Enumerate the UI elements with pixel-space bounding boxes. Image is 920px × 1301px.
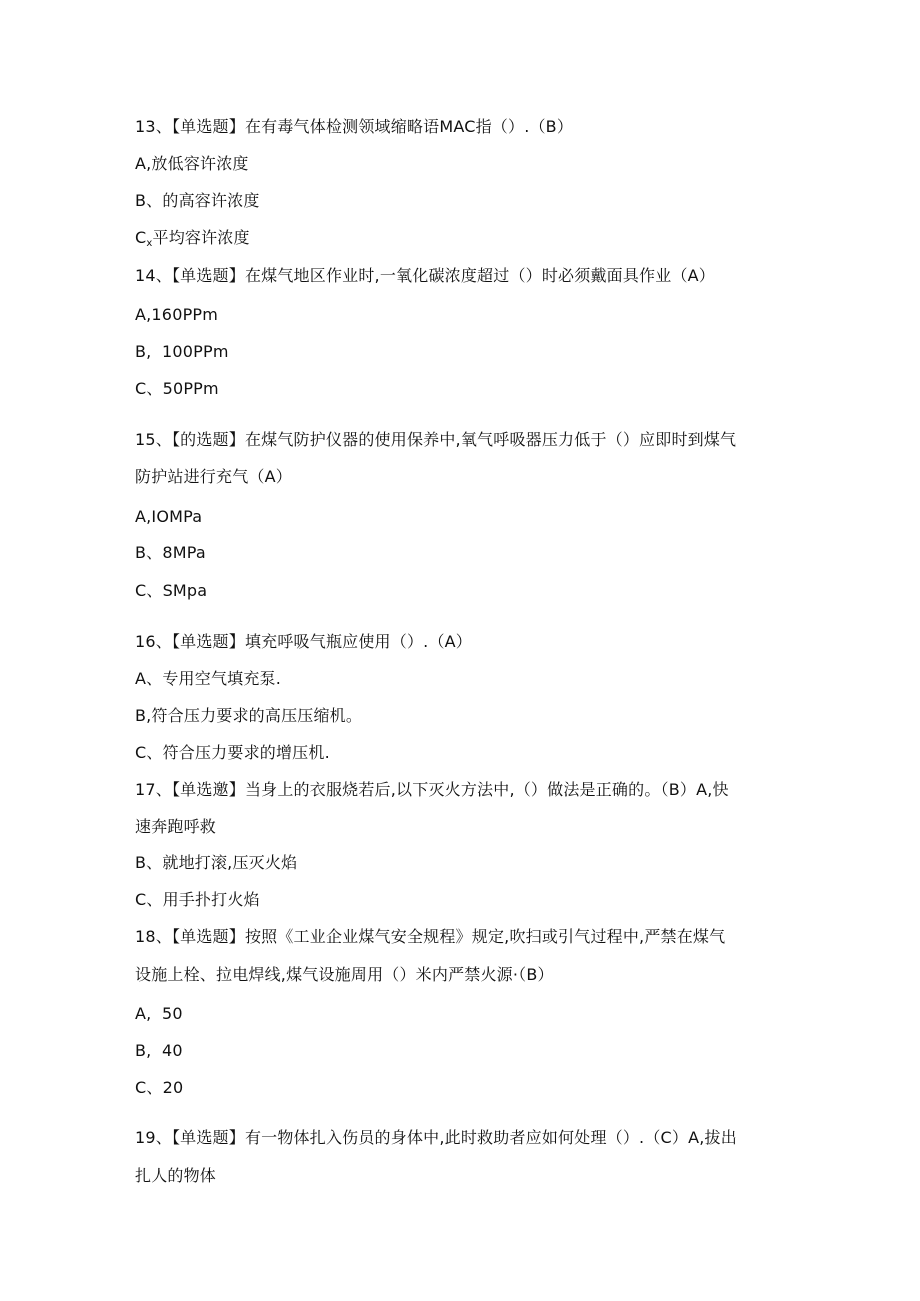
q16-option-b: B,符合压力要求的高压压缩机。	[135, 706, 363, 725]
q16-stem: 16、【单选题】填充呼吸气瓶应使用（）.（A）	[135, 632, 472, 651]
q14-stem: 14、【单选题】在煤气地区作业时,一氧化碳浓度超过（）时必须戴面具作业（A）	[135, 266, 715, 285]
q19-stem-line2: 扎人的物体	[135, 1166, 217, 1185]
q18-stem-line2: 设施上栓、拉电焊线,煤气设施周用（）米内严禁火源·（B）	[135, 965, 554, 984]
q17-stem-line1: 17、【单选邀】当身上的衣服烧若后,以下灭火方法中,（）做法是正确的。（B）A,快	[135, 780, 729, 799]
q18-option-a: A, 50	[135, 1004, 183, 1023]
q13-option-a: A,放低容许浓度	[135, 154, 249, 173]
q13-option-c-prefix: C	[135, 228, 147, 247]
q17-option-c: C、用手扑打火焰	[135, 890, 260, 909]
q14-option-a: A,160PPm	[135, 305, 219, 324]
q15-stem-line2: 防护站进行充气（A）	[135, 467, 292, 486]
q19-stem-line1: 19、【单选题】有一物体扎入伤员的身体中,此时救助者应如何处理（）.（C）A,拔出	[135, 1128, 737, 1147]
q16-option-a: A、专用空气填充泵.	[135, 669, 282, 688]
q13-stem: 13、【单选题】在有毒气体检测领域缩略语MAC指（）.（B）	[135, 117, 574, 136]
q13-option-c	[135, 228, 250, 254]
q14-option-c: C、50PPm	[135, 379, 219, 398]
q18-stem-line1: 18、【单选题】按照《工业企业煤气安全规程》规定,吹扫或引气过程中,严禁在煤气	[135, 927, 726, 946]
q14-option-b: B, 100PPm	[135, 342, 229, 361]
q18-option-b: B, 40	[135, 1041, 183, 1060]
q18-option-c: C、20	[135, 1078, 184, 1097]
q17-stem-line2: 速奔跑呼救	[135, 817, 217, 836]
q13-option-c-subscript: x	[146, 238, 153, 249]
q15-option-b: B、8MPa	[135, 543, 206, 562]
q13-option-b: B、的高容许浓度	[135, 191, 260, 210]
q17-option-b: B、就地打滚,压灭火焰	[135, 853, 298, 872]
q15-option-a: A,IOMPa	[135, 507, 203, 526]
q15-option-c: C、SMpa	[135, 581, 208, 600]
q13-option-c-text: 平均容许浓度	[152, 228, 250, 247]
q15-stem-line1: 15、【的选题】在煤气防护仪器的使用保养中,氧气呼吸器压力低于（）应即时到煤气	[135, 430, 737, 449]
q16-option-c: C、符合压力要求的增压机.	[135, 743, 330, 762]
